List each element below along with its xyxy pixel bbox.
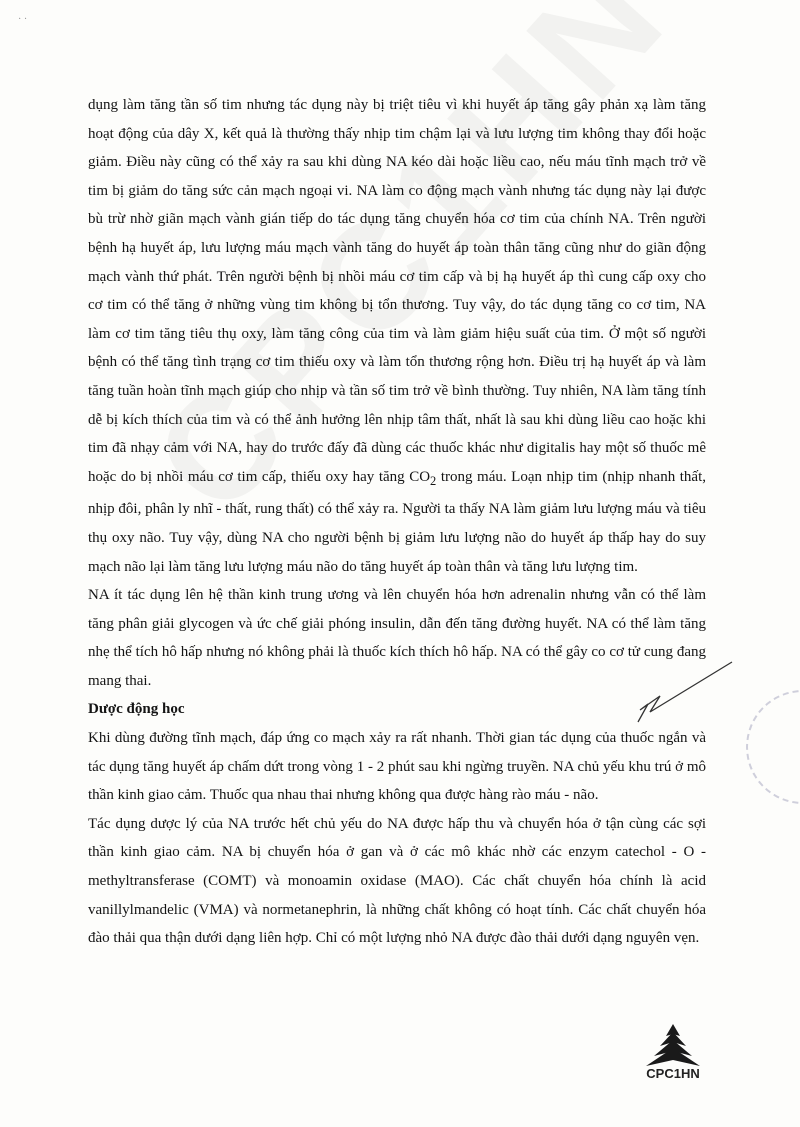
logo-leaves-icon (628, 1020, 718, 1068)
signature-mark (620, 660, 740, 740)
paragraph-text: dụng làm tăng tần số tim nhưng tác dụng này bị triệt tiêu vì khi huyết áp tăng gây phản xạ làm tăng hoạt động của dây X, kết quả là thường thấy nhịp tim chậm lại và lưu lượng tim không thay đổi hoặc giảm. Điều này cũng có thể xảy ra sau khi dùng NA kéo dài hoặc liều cao, nếu máu tĩnh mạch trở về tim bị giảm do tăng sức cản mạch ngoại vi. NA làm co động mạch vành nhưng tác dụng này lại được bù trừ nhờ giãn mạch vành gián tiếp do tác dụng tăng chuyển hóa cơ tim của chính NA. Trên người bệnh hạ huyết áp, lưu lượng máu mạch vành tăng do huyết áp toàn thân tăng cũng như do giãn động mạch vành thứ phát. Trên người bệnh bị nhồi máu cơ tim cấp và bị hạ huyết áp thì cung cấp oxy cho cơ tim có thể tăng ở những vùng tim không bị tổn thương. Tuy vậy, do tác dụng tăng co cơ tim, NA làm cơ tim tăng tiêu thụ oxy, làm tăng công của tim và làm giảm hiệu suất của tim. Ở một số người bệnh có thể tăng tình trạng cơ tim thiếu oxy và làm tổn thương rộng hơn. Điều trị hạ huyết áp và làm tăng tuần hoàn tĩnh mạch giúp cho nhịp và tần số tim trở về bình thường. Tuy nhiên, NA làm tăng tính dễ bị kích thích của tim và có thể ảnh hưởng lên nhịp tâm thất, nhất là sau khi dùng liều cao hoặc khi tim đã nhạy cảm với NA, hay do trước đấy đã dùng các thuốc khác như digitalis hay một số thuốc mê hoặc do bị nhồi máu cơ tim cấp, thiếu oxy hay tăng CO (88, 97, 706, 485)
body-text (88, 91, 706, 953)
scan-speckles: · · (18, 14, 28, 25)
paragraph-pharmacokinetics-onset: Khi dùng đường tĩnh mạch, đáp ứng co mạch xảy ra rất nhanh. Thời gian tác dụng của thuốc ngắn và tác dụng tăng huyết áp chấm dứt trong vòng 1 - 2 phút sau khi ngừng truyền. NA chủ yếu khu trú ở mô thần kinh giao cảm. Thuốc qua nhau thai nhưng không qua được hàng rào máu - não. (88, 730, 706, 804)
paragraph-pharmacodynamics-cardiac (88, 91, 706, 581)
paragraph-pharmacokinetics-metabolism: Tác dụng dược lý của NA trước hết chủ yếu do NA được hấp thu và chuyển hóa ở tận cùng các sợi thần kinh giao cảm. NA bị chuyển hóa ở gan và ở các mô khác nhờ các enzym catechol - O - methyltransferase (COMT) và monoamin oxidase (MAO). Các chất chuyển hóa chính là acid vanillylmandelic (VMA) và normetanephrin, là những chất không có hoạt tính. Các chất chuyển hóa đào thải qua thận dưới dạng liên hợp. Chỉ có một lượng nhỏ NA được đào thải dưới dạng nguyên vẹn. (88, 815, 706, 947)
stamp-icon (746, 690, 800, 804)
subscript-2: 2 (430, 473, 437, 488)
section-heading: Dược động học (88, 701, 185, 718)
company-logo (628, 1020, 718, 1090)
logo-text: CPC1HN (646, 1066, 700, 1081)
paragraph-cns-metabolism: NA ít tác dụng lên hệ thần kinh trung ương và lên chuyển hóa hơn adrenalin nhưng vẫn có thể làm tăng phân giải glycogen và ức chế giải phóng insulin, dẫn đến tăng đường huyết. NA có thể làm tăng nhẹ thể tích hô hấp nhưng nó không phải là thuốc kích thích hô hấp. NA có thể gây co cơ tử cung đang mang thai. (88, 587, 706, 689)
paragraph-text-tail: trong máu. Loạn nhịp tim (nhịp nhanh thất, nhịp đôi, phân ly nhĩ - thất, rung thất) có thể xảy ra. Người ta thấy NA làm giảm lưu lượng máu và tiêu thụ oxy não. Tuy vậy, dùng NA cho người bệnh bị giảm lưu lượng não do huyết áp thấp hay do suy mạch não lại làm tăng lưu lượng máu não do tăng huyết áp toàn thân và tăng lưu lượng tim. (88, 468, 706, 575)
